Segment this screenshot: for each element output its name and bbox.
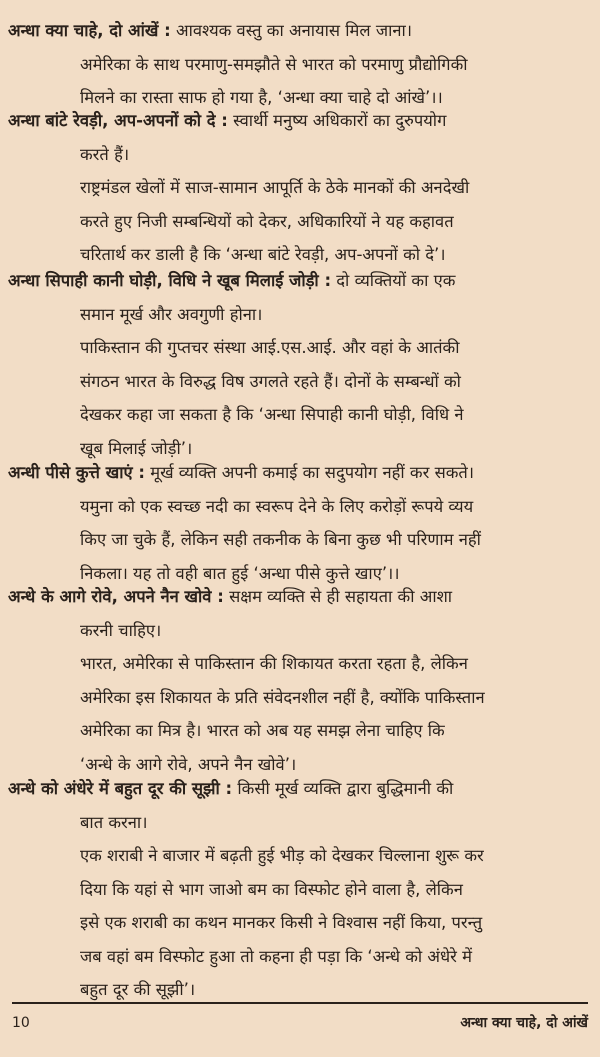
- entry-term: अन्धे को अंधेरे में बहुत दूर की सूझी :: [8, 779, 233, 798]
- example-line: अमेरिका के साथ परमाणु-समझौते से भारत को परमाणु प्रौद्योगिकी: [80, 54, 468, 74]
- example-line: खूब मिलाई जोड़ी’।: [80, 438, 193, 458]
- entry-term: अन्धी पीसे कुत्ते खाएं :: [8, 463, 145, 482]
- entry-headword-line: [8, 456, 594, 490]
- entry-term: अन्धा क्या चाहे, दो आंखें :: [8, 21, 171, 40]
- entry-headword-line: [8, 104, 594, 138]
- example-line: पाकिस्तान की गुप्तचर संस्था आई.एस.आई. और वहां के आतंकी: [80, 338, 460, 357]
- example-line: बहुत दूर की सूझी’।: [80, 980, 196, 999]
- running-head: अन्धा क्या चाहे, दो आंखें: [460, 1015, 588, 1031]
- entry-meaning: मूर्ख व्यक्ति अपनी कमाई का सदुपयोग नहीं कर सकते।: [150, 463, 475, 482]
- example-line: अमेरिका इस शिकायत के प्रति संवेदनशील नहीं है, क्योंकि पाकिस्तान: [80, 687, 485, 707]
- example-line: चरितार्थ कर डाली है कि ‘अन्धा बांटे रेवड़ी, अप-अपनों को दे’।: [80, 245, 446, 264]
- example-line: मिलने का रास्ता साफ हो गया है, ‘अन्धा क्या चाहे दो आंखे’।।: [80, 88, 443, 107]
- example-line: जब वहां बम विस्फोट हुआ तो कहना ही पड़ा कि ‘अन्धे को अंधेरे में: [80, 946, 473, 966]
- entry-meaning-continued: करनी चाहिए।: [80, 620, 162, 640]
- entry-meaning: किसी मूर्ख व्यक्ति द्वारा बुद्धिमानी की: [237, 779, 454, 798]
- entry: [8, 580, 594, 781]
- example-line: संगठन भारत के विरुद्ध विष उगलते रहते हैं। दोनों के सम्बन्धों को: [80, 371, 461, 391]
- example-line: किए जा चुके हैं, लेकिन सही तकनीक के बिना कुछ भी परिणाम नहीं: [80, 530, 481, 549]
- example-line: यमुना को एक स्वच्छ नदी का स्वरूप देने के लिए करोड़ों रूपये व्यय: [80, 496, 474, 516]
- entry-meaning-continued: करते हैं।: [80, 144, 130, 164]
- entry: [8, 104, 594, 272]
- entry-meaning-continued: समान मूर्ख और अवगुणी होना।: [80, 304, 263, 324]
- example-line: दिया कि यहां से भाग जाओ बम का विस्फोट होने वाला है, लेकिन: [80, 879, 463, 899]
- example-line: एक शराबी ने बाजार में बढ़ती हुई भीड़ को देखकर चिल्लाना शुरू कर: [80, 846, 484, 865]
- example-line: इसे एक शराबी का कथन मानकर किसी ने विश्वास नहीं किया, परन्तु: [80, 913, 483, 932]
- entry: [8, 772, 594, 1007]
- entry: [8, 14, 594, 115]
- example-line: देखकर कहा जा सकता है कि ‘अन्धा सिपाही कानी घोड़ी, विधि ने: [80, 405, 464, 424]
- example-line: अमेरिका का मित्र है। भारत को अब यह समझ लेना चाहिए कि: [80, 721, 445, 740]
- entry-headword-line: [8, 14, 594, 48]
- page-footer: [12, 1011, 588, 1035]
- page-number: 10: [12, 1015, 30, 1031]
- entry-term: अन्धा सिपाही कानी घोड़ी, विधि ने खूब मिलाई जोड़ी :: [8, 271, 332, 290]
- entry-meaning: आवश्यक वस्तु का अनायास मिल जाना।: [176, 21, 413, 40]
- example-line: निकला। यह तो वही बात हुई ‘अन्धा पीसे कुत्ते खाए’।।: [80, 563, 400, 583]
- example-line: राष्ट्रमंडल खेलों में साज-सामान आपूर्ति के ठेके मानकों की अनदेखी: [80, 178, 470, 197]
- entry-meaning: सक्षम व्यक्ति से ही सहायता की आशा: [229, 587, 453, 606]
- example-line: करते हुए निजी सम्बन्धियों को देकर, अधिकारियों ने यह कहावत: [80, 211, 454, 231]
- example-line: भारत, अमेरिका से पाकिस्तान की शिकायत करता रहता है, लेकिन: [80, 654, 468, 673]
- entry-meaning: स्वार्थी मनुष्य अधिकारों का दुरुपयोग: [233, 111, 447, 130]
- footer-rule: [12, 1002, 588, 1004]
- entry-headword-line: [8, 580, 594, 614]
- example-line: ‘अन्धे के आगे रोवे, अपने नैन खोवे’।: [80, 754, 297, 774]
- entry-meaning-continued: बात करना।: [80, 812, 148, 832]
- entry: [8, 264, 594, 465]
- entry-term: अन्धा बांटे रेवड़ी, अप-अपनों को दे :: [8, 111, 228, 130]
- entry-headword-line: [8, 264, 594, 298]
- entry: [8, 456, 594, 590]
- entry-term: अन्धे के आगे रोवे, अपने नैन खोवे :: [8, 587, 224, 606]
- entry-meaning: दो व्यक्तियों का एक: [336, 271, 456, 290]
- entry-headword-line: [8, 772, 594, 806]
